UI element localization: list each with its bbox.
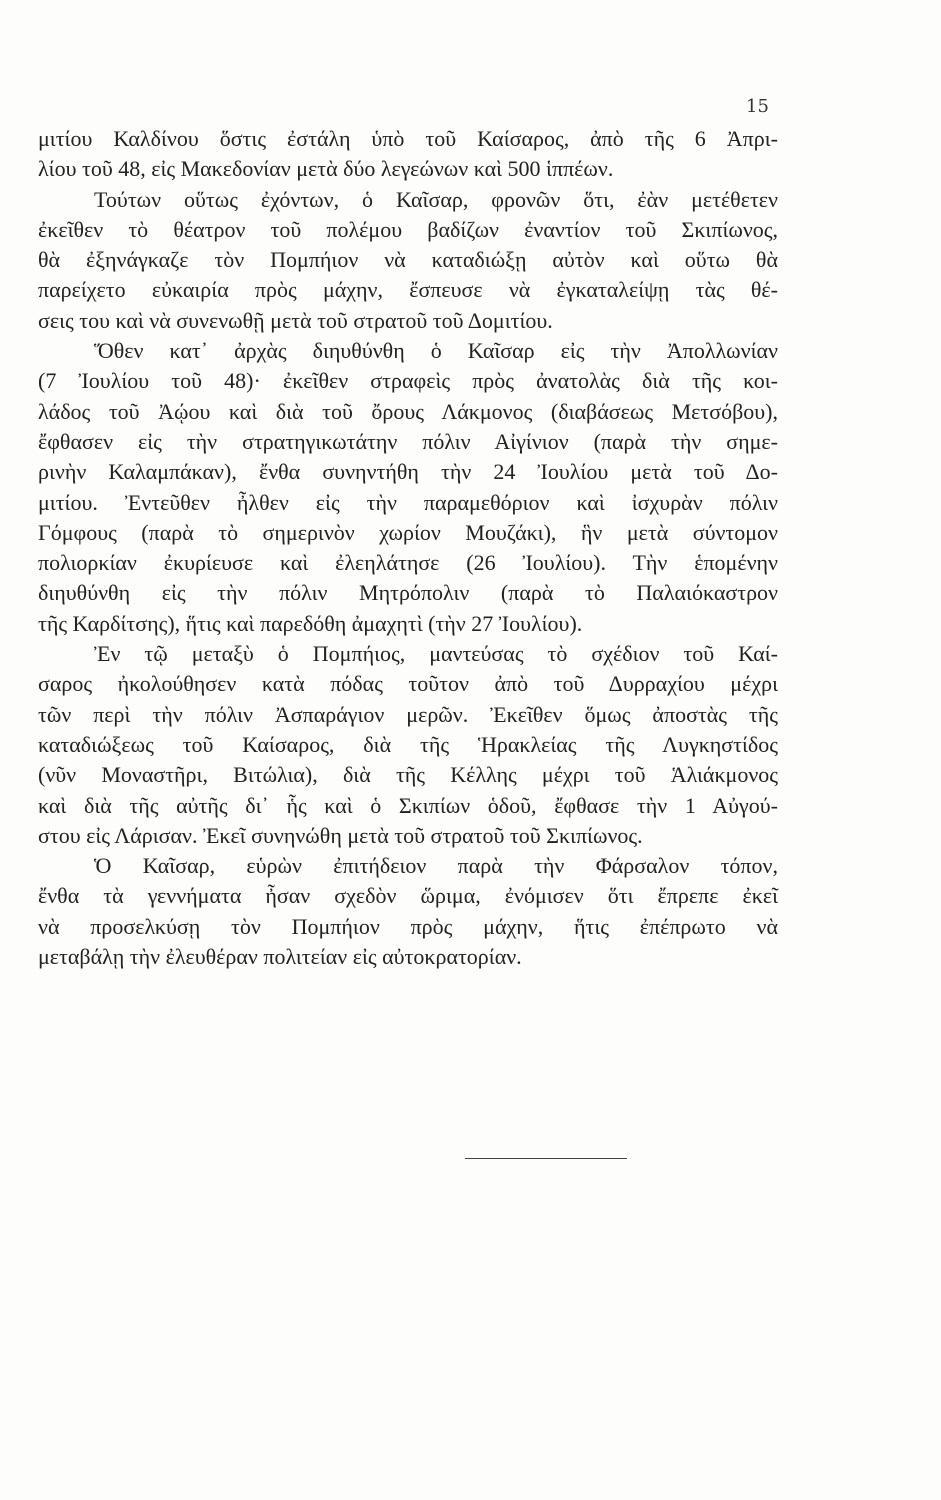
- text-line: λάδος τοῦ Ἀῴου καὶ διὰ τοῦ ὄρους Λάκμονος (διαβάσεως Μετσόβου),: [38, 398, 778, 424]
- body-text: [38, 124, 778, 972]
- text-line: Ὁ Καῖσαρ, εὑρὼν ἐπιτήδειον παρὰ τὴν Φάρσαλον τόπον,: [94, 853, 778, 879]
- text-line: καταδιώξεως τοῦ Καίσαρος, διὰ τῆς Ἡρακλείας τῆς Λυγκηστίδος: [38, 731, 778, 757]
- text-line: νὰ προσελκύσῃ τὸν Πομπήιον πρὸς μάχην, ἥτις ἐπέπρωτο νὰ: [38, 913, 778, 939]
- text-line: Τούτων οὕτως ἐχόντων, ὁ Καῖσαρ, φρονῶν ὅτι, ἐὰν μετέθετεν: [94, 186, 778, 212]
- text-line: μιτίου. Ἐντεῦθεν ἦλθεν εἰς τὴν παραμεθόριον καὶ ἰσχυρὰν πόλιν: [38, 489, 778, 515]
- text-line: Ὅθεν κατ᾽ ἀρχὰς διηυθύνθη ὁ Καῖσαρ εἰς τὴν Ἀπολλωνίαν: [94, 338, 778, 364]
- text-line: Ἐν τῷ μεταξὺ ὁ Πομπήιος, μαντεύσας τὸ σχέδιον τοῦ Καί-: [94, 641, 778, 667]
- text-line: στου εἰς Λάρισαν. Ἐκεῖ συνηνώθη μετὰ τοῦ στρατοῦ τοῦ Σκιπίωνος.: [38, 822, 643, 848]
- text-line: ρινὴν Καλαμπάκαν), ἔνθα συνηντήθη τὴν 24 Ἰουλίου μετὰ τοῦ Δο-: [38, 459, 778, 485]
- text-line: λίου τοῦ 48, εἰς Μακεδονίαν μετὰ δύο λεγεώνων καὶ 500 ἱππέων.: [38, 156, 614, 182]
- text-line: (νῦν Μοναστῆρι, Βιτώλια), διὰ τῆς Κέλλης μέχρι τοῦ Ἁλιάκμονος: [38, 762, 778, 788]
- text-line: σεις του καὶ νὰ συνενωθῇ μετὰ τοῦ στρατοῦ τοῦ Δομιτίου.: [38, 307, 553, 333]
- text-line: ἐκεῖθεν τὸ θέατρον τοῦ πολέμου βαδίζων ἐναντίον τοῦ Σκιπίωνος,: [38, 216, 778, 242]
- text-line: μεταβάλῃ τὴν ἐλευθέραν πολιτείαν εἰς αὐτοκρατορίαν.: [38, 944, 522, 970]
- separator-rule: [465, 1158, 627, 1159]
- text-line: πολιορκίαν ἐκυρίευσε καὶ ἐλεηλάτησε (26 Ἰουλίου). Τὴν ἑπομένην: [38, 550, 778, 576]
- page-number: 15: [746, 96, 769, 117]
- text-line: παρείχετο εὐκαιρία πρὸς μάχην, ἔσπευσε νὰ ἐγκαταλείψῃ τὰς θέ-: [38, 277, 778, 303]
- text-line: ἔφθασεν εἰς τὴν στρατηγικωτάτην πόλιν Αἰγίνιον (παρὰ τὴν σημε-: [38, 428, 778, 454]
- text-line: καὶ διὰ τῆς αὐτῆς δι᾽ ἧς καὶ ὁ Σκιπίων ὁδοῦ, ἔφθασε τὴν 1 Αὐγού-: [38, 792, 778, 818]
- text-line: σαρος ἠκολούθησεν κατὰ πόδας τοῦτον ἀπὸ τοῦ Δυρραχίου μέχρι: [38, 671, 778, 697]
- text-line: Γόμφους (παρὰ τὸ σημερινὸν χωρίον Μουζάκι), ἣν μετὰ σύντομον: [38, 519, 778, 545]
- text-line: τῶν περὶ τὴν πόλιν Ἀσπαράγιον μερῶν. Ἐκεῖθεν ὅμως ἀποστὰς τῆς: [38, 701, 778, 727]
- text-line: θὰ ἐξηνάγκαζε τὸν Πομπήιον νὰ καταδιώξῃ αὐτὸν καὶ οὕτω θὰ: [38, 247, 778, 273]
- text-line: τῆς Καρδίτσης), ἥτις καὶ παρεδόθη ἀμαχητὶ (τὴν 27 Ἰουλίου).: [38, 610, 583, 636]
- text-line: ἔνθα τὰ γεννήματα ἦσαν σχεδὸν ὥριμα, ἐνόμισεν ὅτι ἔπρεπε ἐκεῖ: [38, 883, 778, 909]
- text-line: διηυθύνθη εἰς τὴν πόλιν Μητρόπολιν (παρὰ τὸ Παλαιόκαστρον: [38, 580, 778, 606]
- text-line: (7 Ἰουλίου τοῦ 48)· ἐκεῖθεν στραφεὶς πρὸς ἀνατολὰς διὰ τῆς κοι-: [38, 368, 778, 394]
- text-line: μιτίου Καλδίνου ὅστις ἐστάλη ὑπὸ τοῦ Καίσαρος, ἀπὸ τῆς 6 Ἀπρι-: [38, 126, 778, 151]
